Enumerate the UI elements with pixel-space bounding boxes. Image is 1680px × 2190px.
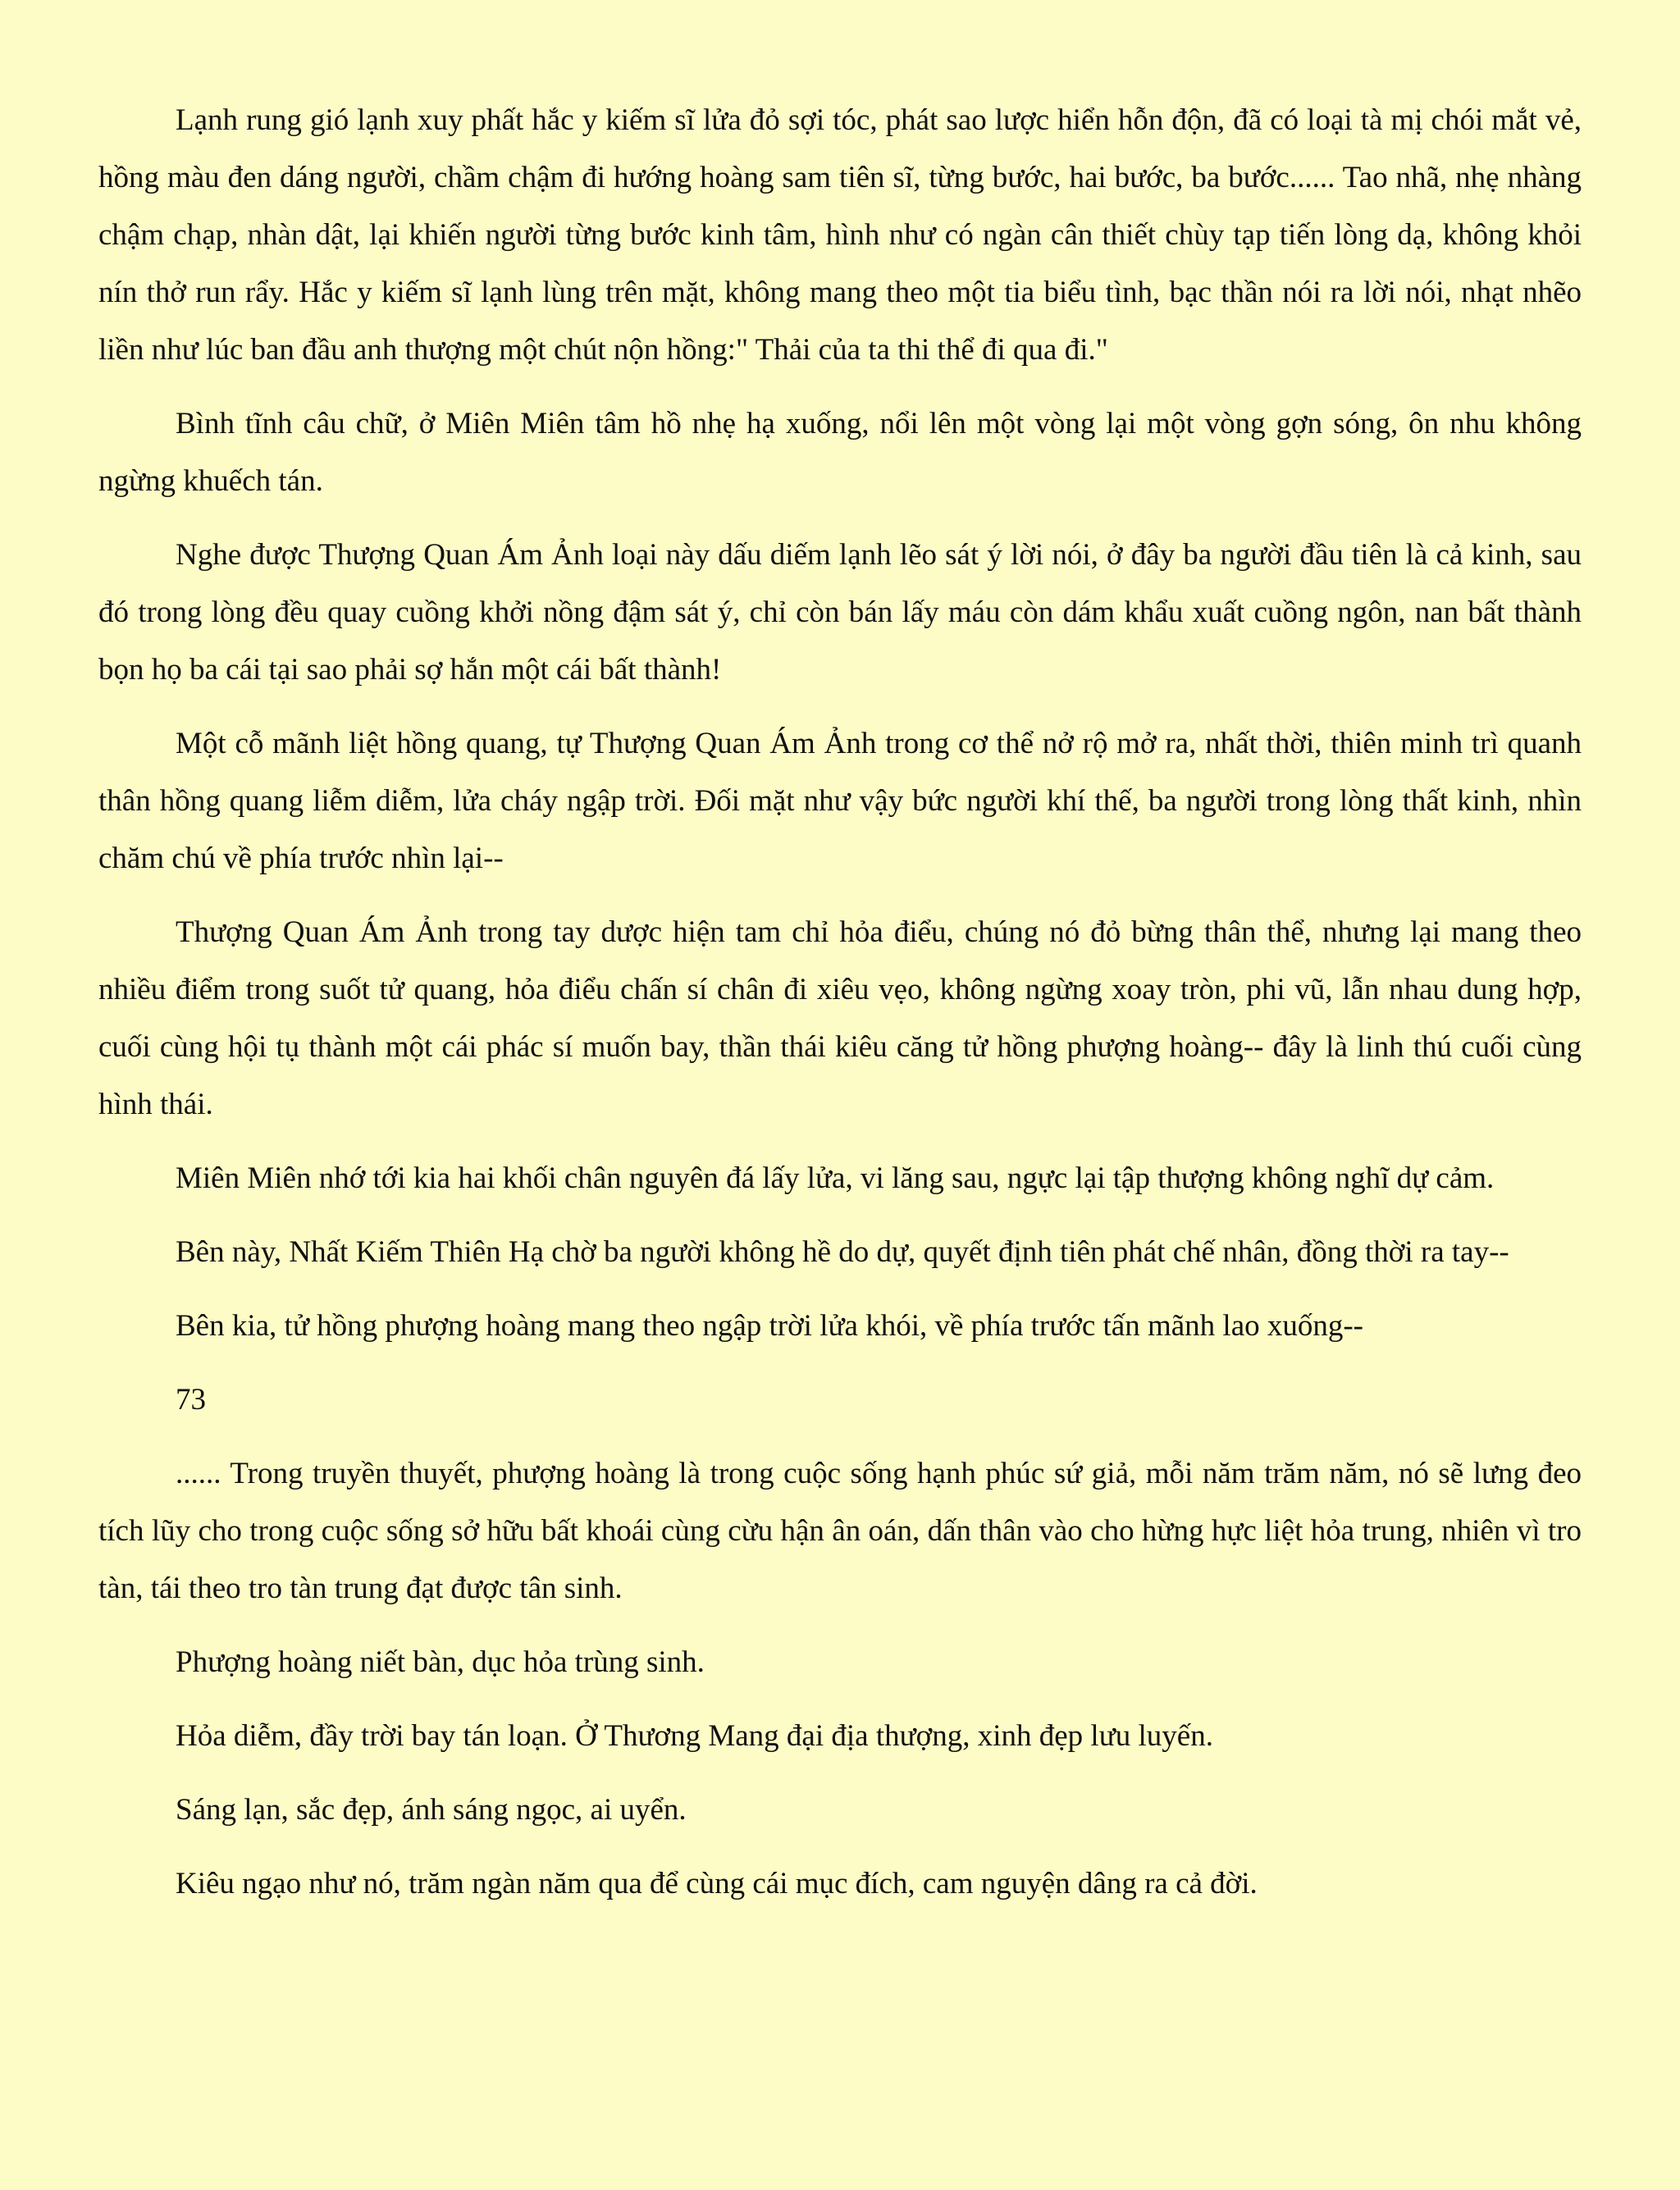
paragraph: Bên kia, tử hồng phượng hoàng mang theo ngập trời lửa khói, về phía trước tấn mãnh lao xuống-- <box>176 1309 1364 1343</box>
paragraph: Thượng Quan Ám Ảnh trong tay dược hiện tam chỉ hỏa điểu, chúng nó đỏ bừng thân thể, nhưng lại mang theo nhiều điểm trong suốt tử quang, hỏa điểu chấn sí chân đi xiêu vẹo, không ngừng xoay tròn, phi vũ, lẫn nhau dung hợp, cuối cùng hội tụ thành một cái phác sí muốn bay, thần thái kiêu căng tử hồng phượng hoàng-- đây là linh thú cuối cùng hình thái. <box>98 915 1582 1121</box>
paragraph: Một cỗ mãnh liệt hồng quang, tự Thượng Quan Ám Ảnh trong cơ thể nở rộ mở ra, nhất thời, thiên minh trì quanh thân hồng quang liễm diễm, lửa cháy ngập trời. Đối mặt như vậy bức người khí thế, ba người trong lòng thất kinh, nhìn chăm chú về phía trước nhìn lại-- <box>98 727 1582 875</box>
paragraph: Lạnh rung gió lạnh xuy phất hắc y kiếm sĩ lửa đỏ sợi tóc, phát sao lược hiển hỗn độn, đã có loại tà mị chói mắt vẻ, hồng màu đen dáng người, chầm chậm đi hướng hoàng sam tiên sĩ, từng bước, hai bước, ba bước...... Tao nhã, nhẹ nhàng chậm chạp, nhàn dật, lại khiến người từng bước kinh tâm, hình như có ngàn cân thiết chùy tạp tiến lòng dạ, không khỏi nín thở run rẩy. Hắc y kiếm sĩ lạnh lùng trên mặt, không mang theo một tia biểu tình, bạc thần nói ra lời nói, nhạt nhẽo liền như lúc ban đầu anh thượng một chút nộn hồng:" Thải của ta thi thể đi qua đi." <box>98 103 1582 367</box>
paragraph: Bên này, Nhất Kiếm Thiên Hạ chờ ba người không hề do dự, quyết định tiên phát chế nhân, đồng thời ra tay-- <box>176 1235 1509 1269</box>
paragraph: Miên Miên nhớ tới kia hai khối chân nguyên đá lấy lửa, vi lăng sau, ngực lại tập thượng không nghĩ dự cảm. <box>176 1161 1495 1195</box>
paragraph: Nghe được Thượng Quan Ám Ảnh loại này dấu diếm lạnh lẽo sát ý lời nói, ở đây ba người đầu tiên là cả kinh, sau đó trong lòng đều quay cuồng khởi nồng đậm sát ý, chỉ còn bán lấy máu còn dám khẩu xuất cuồng ngôn, nan bất thành bọn họ ba cái tại sao phải sợ hắn một cái bất thành! <box>98 538 1582 687</box>
paragraph: Sáng lạn, sắc đẹp, ánh sáng ngọc, ai uyển. <box>176 1793 687 1827</box>
paragraph: ...... Trong truyền thuyết, phượng hoàng là trong cuộc sống hạnh phúc sứ giả, mỗi năm trăm năm, nó sẽ lưng đeo tích lũy cho trong cuộc sống sở hữu bất khoái cùng cừu hận ân oán, dấn thân vào cho hừng hực liệt hỏa trung, nhiên vì tro tàn, tái theo tro tàn trung đạt được tân sinh. <box>98 1457 1582 1605</box>
paragraph: Hỏa diễm, đầy trời bay tán loạn. Ở Thương Mang đại địa thượng, xinh đẹp lưu luyến. <box>176 1719 1213 1753</box>
chapter-number: 73 <box>176 1383 206 1417</box>
document-page <box>98 92 1582 1929</box>
paragraph: Phượng hoàng niết bàn, dục hỏa trùng sinh. <box>176 1645 705 1679</box>
paragraph: Bình tĩnh câu chữ, ở Miên Miên tâm hồ nhẹ hạ xuống, nổi lên một vòng lại một vòng gợn sóng, ôn nhu không ngừng khuếch tán. <box>98 407 1582 498</box>
paragraph: Kiêu ngạo như nó, trăm ngàn năm qua để cùng cái mục đích, cam nguyện dâng ra cả đời. <box>176 1867 1258 1900</box>
